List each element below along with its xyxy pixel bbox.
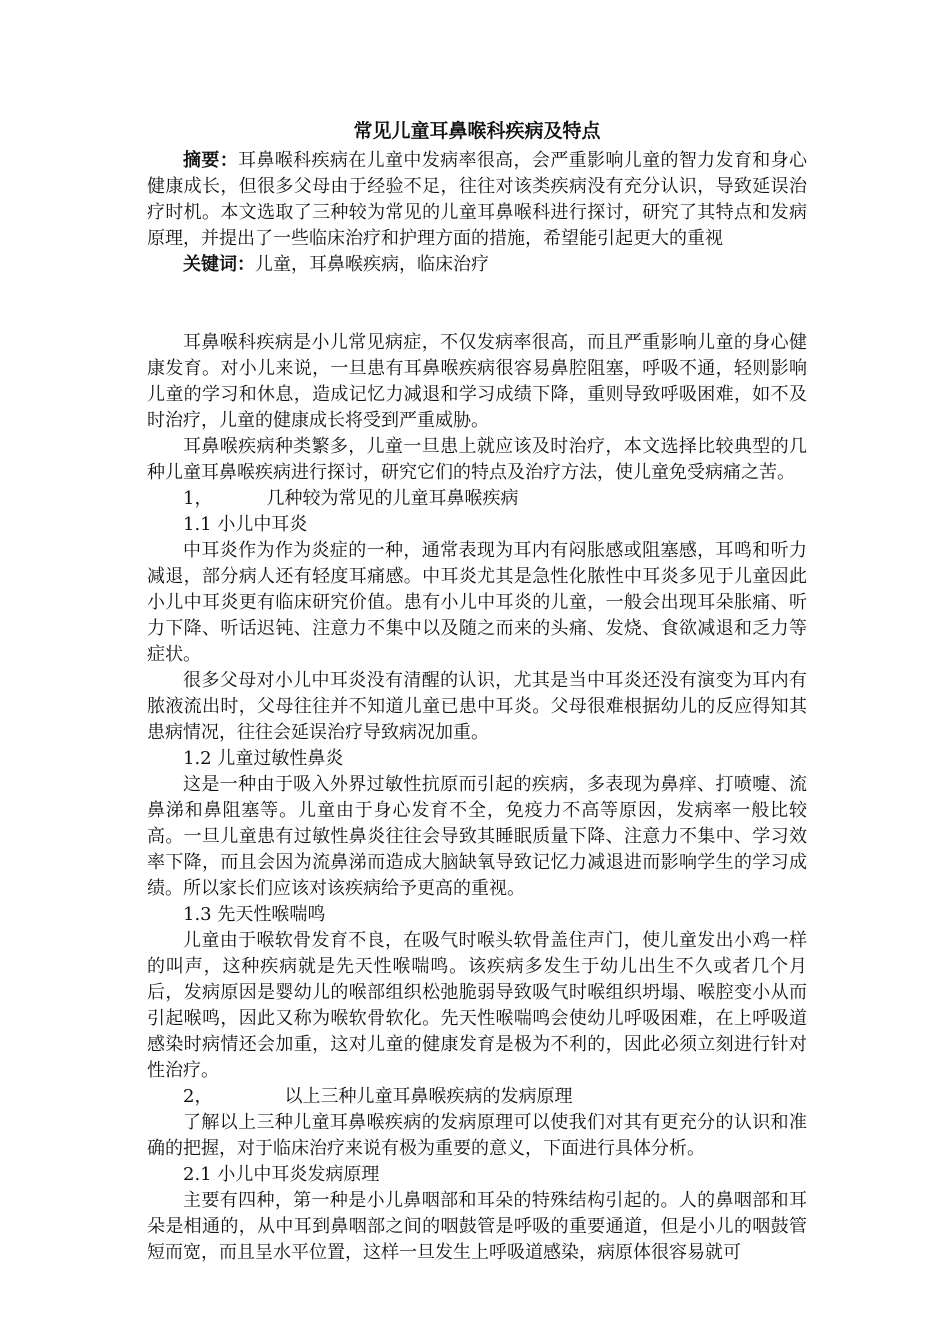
section-number: 2， bbox=[183, 1086, 213, 1107]
intro-paragraph: 耳鼻喉科疾病是小儿常见病症，不仅发病率很高，而且严重影响儿童的身心健康发育。对小儿来说，一旦患有耳鼻喉疾病很容易鼻腔阻塞，呼吸不通，轻则影响儿童的学习和休息，造成记忆力减退和学习成绩下降，重则导致呼吸困难，如不及时治疗，儿童的健康成长将受到严重威胁。 bbox=[147, 332, 807, 431]
body-paragraph: 中耳炎作为作为炎症的一种，通常表现为耳内有闷胀感或阻塞感，耳鸣和听力减退，部分病人还有轻度耳痛感。中耳炎尤其是急性化脓性中耳炎多见于儿童因此小儿中耳炎更有临床研究价值。患有小儿中耳炎的儿童，一般会出现耳朵胀痛、听力下降、听话迟钝、注意力不集中以及随之而来的头痛、发烧、食欲减退和乏力等症状。 bbox=[147, 540, 807, 665]
intro-paragraph: 耳鼻喉疾病种类繁多，儿童一旦患上就应该及时治疗，本文选择比较典型的几种儿童耳鼻喉疾病进行探讨，研究它们的特点及治疗方法，使儿童免受病痛之苦。 bbox=[147, 436, 807, 483]
abstract-paragraph bbox=[147, 148, 807, 252]
body-paragraph: 了解以上三种儿童耳鼻喉疾病的发病原理可以使我们对其有更充分的认识和准确的把握，对于临床治疗来说有极为重要的意义，下面进行具体分析。 bbox=[147, 1112, 807, 1159]
blank-line bbox=[147, 278, 807, 304]
section-title: 以上三种儿童耳鼻喉疾病的发病原理 bbox=[284, 1086, 573, 1107]
body-paragraph: 主要有四种，第一种是小儿鼻咽部和耳朵的特殊结构引起的。人的鼻咽部和耳朵是相通的，从中耳到鼻咽部之间的咽鼓管是呼吸的重要通道，但是小儿的咽鼓管短而宽，而且呈水平位置，这样一旦发生上呼吸道感染，病原体很容易就可 bbox=[147, 1190, 807, 1263]
subsection-heading-1-3: 1.3 先天性喉喘鸣 bbox=[183, 904, 326, 925]
body-paragraph: 这是一种由于吸入外界过敏性抗原而引起的疾病，多表现为鼻痒、打喷嚏、流鼻涕和鼻阻塞等。儿童由于身心发育不全，免疫力不高等原因，发病率一般比较高。一旦儿童患有过敏性鼻炎往往会导致其睡眠质量下降、注意力不集中、学习效率下降，而且会因为流鼻涕而造成大脑缺氧导致记忆力减退进而影响学生的学习成绩。所以家长们应该对该疾病给予更高的重视。 bbox=[147, 774, 807, 899]
abstract-label: 摘要： bbox=[183, 150, 239, 171]
keywords-paragraph bbox=[147, 252, 807, 278]
section-heading-1 bbox=[147, 486, 807, 512]
subsection-heading-1-2: 1.2 儿童过敏性鼻炎 bbox=[183, 748, 344, 769]
keywords-label: 关键词： bbox=[183, 254, 255, 275]
section-title: 几种较为常见的儿童耳鼻喉疾病 bbox=[266, 488, 519, 509]
document-title: 常见儿童耳鼻喉科疾病及特点 bbox=[353, 120, 601, 142]
keywords-text: 儿童，耳鼻喉疾病，临床治疗 bbox=[255, 254, 489, 275]
section-heading-2 bbox=[147, 1084, 807, 1110]
section-number: 1， bbox=[183, 488, 213, 509]
abstract-text: 耳鼻喉科疾病在儿童中发病率很高，会严重影响儿童的智力发育和身心健康成长，但很多父母由于经验不足，往往对该类疾病没有充分认识，导致延误治疗时机。本文选取了三种较为常见的儿童耳鼻喉科进行探讨，研究了其特点和发病原理，并提出了一些临床治疗和护理方面的措施，希望能引起更大的重视 bbox=[147, 150, 807, 249]
subsection-heading-2-1: 2.1 小儿中耳炎发病原理 bbox=[183, 1164, 380, 1185]
subsection-heading-1-1: 1.1 小儿中耳炎 bbox=[183, 514, 308, 535]
document-body bbox=[147, 148, 807, 1266]
body-paragraph: 很多父母对小儿中耳炎没有清醒的认识，尤其是当中耳炎还没有演变为耳内有脓液流出时，父母往往并不知道儿童已患中耳炎。父母很难根据幼儿的反应得知其患病情况，往往会延误治疗导致病况加重。 bbox=[147, 670, 807, 743]
blank-line bbox=[147, 304, 807, 330]
body-paragraph: 儿童由于喉软骨发育不良，在吸气时喉头软骨盖住声门，使儿童发出小鸡一样的叫声，这种疾病就是先天性喉喘鸣。该疾病多发生于幼儿出生不久或者几个月后，发病原因是婴幼儿的喉部组织松弛脆弱导致吸气时喉组织坍塌、喉腔变小从而引起喉鸣，因此又称为喉软骨软化。先天性喉喘鸣会使幼儿呼吸困难，在上呼吸道感染时病情还会加重，这对儿童的健康发育是极为不利的，因此必须立刻进行针对性治疗。 bbox=[147, 930, 807, 1081]
